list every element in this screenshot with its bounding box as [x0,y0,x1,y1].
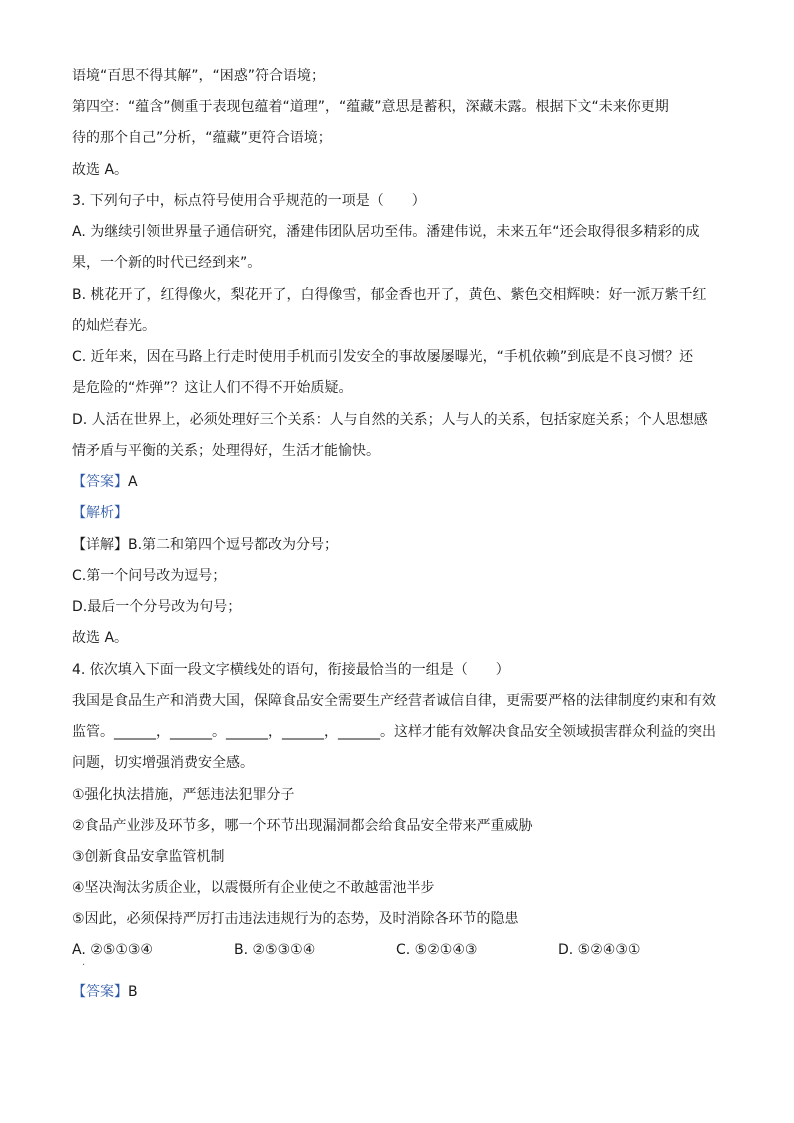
analysis-line [72,503,128,523]
text-line: C.第一个问号改为逗号； [72,568,227,584]
detail-text: B.第二和第四个逗号都改为分号； [128,537,339,553]
option-a-line: 果，一个新的时代已经到来”。 [72,255,262,271]
stray-dot: · [82,960,86,971]
text-line: 语境“百思不得其解”，“困惑”符合语境； [72,68,326,84]
sentence-item: ①强化执法措施，严惩违法犯罪分子 [72,787,295,803]
detail-label: 【详解】 [72,537,128,553]
answer-label: 【答案】 [72,474,128,490]
option-c-line: C. 近年来，因在马路上行走时使用手机而引发安全的事故屡屡曝光，“手机依赖”到底是不良习惯？还 [72,349,694,365]
answer-line [72,472,138,492]
question-3-stem: 3. 下列句子中，标点符号使用合乎规范的一项是（ ） [72,193,426,209]
passage-line: 监管。______，______。______，______，______。这样才能有效解决食品安全领域损害群众利益的突出 [72,724,716,740]
text-line: 第四空：“蕴含”侧重于表现包蕴着“道理”，“蕴藏”意思是蓄积，深藏未露。根据下文“未来你更期 [72,99,669,115]
option-d: D. ⑤②④③① [558,942,641,958]
answer-value: A [128,474,138,490]
sentence-item: ②食品产业涉及环节多，哪一个环节出现漏洞都会给食品安全带来严重威胁 [72,818,533,834]
option-c: C. ⑤②①④③ [396,942,478,958]
sentence-item: ④坚决淘汰劣质企业，以震慑所有企业使之不敢越雷池半步 [72,880,435,896]
analysis-label: 【解析】 [72,505,128,521]
text-line: 故选 A。 [72,162,129,178]
option-a: A. ②⑤①③④ [72,942,153,958]
question-4-stem: 4. 依次填入下面一段文字横线处的语句，衔接最恰当的一组是（ ） [72,662,510,678]
option-b: B. ②⑤③①④ [234,942,316,958]
sentence-item: ⑤因此，必须保持严厉打击违法违规行为的态势，及时消除各环节的隐患 [72,911,519,927]
passage-line: 我国是食品生产和消费大国，保障食品安全需要生产经营者诚信自律，更需要严格的法律制度约束和有效 [72,693,716,709]
option-b-line: 的灿烂春光。 [72,318,156,334]
answer-value: B [128,984,138,1000]
text-line: 待的那个自己”分析，“蕴藏”更符合语境； [72,130,332,146]
answer-label: 【答案】 [72,984,128,1000]
answer-options [72,940,722,960]
option-b-line: B. 桃花开了，红得像火，梨花开了，白得像雪，郁金香也开了，黄色、紫色交相辉映：好一派万紫千红 [72,287,707,303]
option-d-line: D. 人活在世界上，必须处理好三个关系：人与自然的关系；人与人的关系，包括家庭关系；个人思想感 [72,412,708,428]
answer-line [72,982,138,1002]
text-line: D.最后一个分号改为句号； [72,599,242,615]
text-line: 故选 A。 [72,630,129,646]
passage-line: 问题，切实增强消费安全感。 [72,755,254,771]
option-a-line: A. 为继续引领世界量子通信研究，潘建伟团队居功至伟。潘建伟说，未来五年“还会取得很多精彩的成 [72,224,700,240]
option-d-line: 情矛盾与平衡的关系；处理得好，生活才能愉快。 [72,443,380,459]
option-c-line: 是危险的“炸弹”？这让人们不得不开始质疑。 [72,380,353,396]
detail-line [72,535,338,555]
sentence-item: ③创新食品安拿监管机制 [72,849,225,865]
